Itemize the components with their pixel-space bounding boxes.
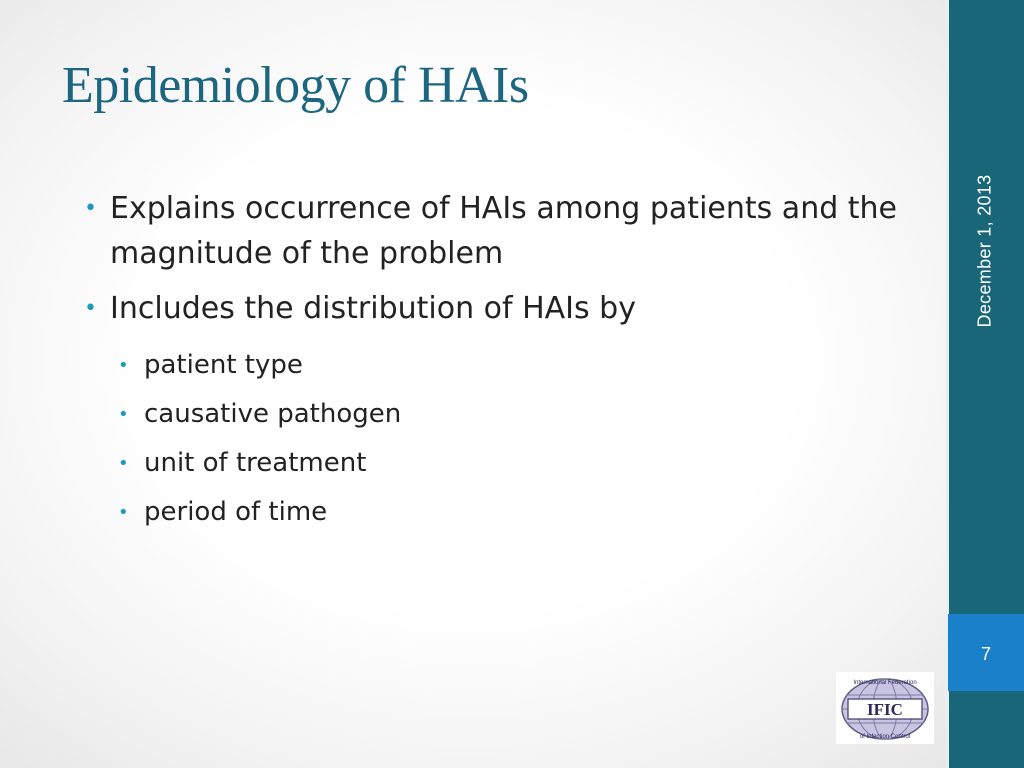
ific-logo [836, 672, 934, 744]
slide-content [84, 186, 914, 537]
sub-bullet-list [118, 341, 914, 537]
sub-bullet-text: patient type [144, 350, 303, 380]
sub-bullet-text: unit of treatment [144, 448, 367, 478]
slide-date: December 1, 2013 [974, 174, 995, 328]
sub-bullet-text: causative pathogen [144, 399, 402, 429]
slide-title: Epidemiology of HAIs [62, 57, 529, 114]
logo-acronym: IFIC [867, 700, 903, 719]
page-number: 7 [980, 644, 991, 664]
sub-bullet-item [118, 439, 914, 488]
bullet-text: Explains occurrence of HAIs among patients and the magnitude of the problem [110, 191, 898, 271]
bullet-item [84, 186, 914, 276]
sub-bullet-item [118, 390, 914, 439]
bullet-dot-icon: • [118, 404, 129, 425]
sub-bullet-item [118, 341, 914, 390]
bullet-dot-icon: • [118, 355, 129, 376]
logo-top-text: International Federation [853, 680, 917, 686]
bullet-dot-icon: • [118, 453, 129, 474]
logo-bottom-text: of Infection Control [859, 734, 911, 740]
bullet-dot-icon: • [84, 196, 97, 221]
bullet-text: Includes the distribution of HAIs by [110, 291, 636, 326]
sub-bullet-item [118, 488, 914, 537]
bullet-item [84, 286, 914, 331]
bullet-dot-icon: • [118, 502, 129, 523]
page-number-box [948, 614, 1024, 691]
sub-bullet-text: period of time [144, 497, 328, 527]
bullet-dot-icon: • [84, 296, 97, 321]
